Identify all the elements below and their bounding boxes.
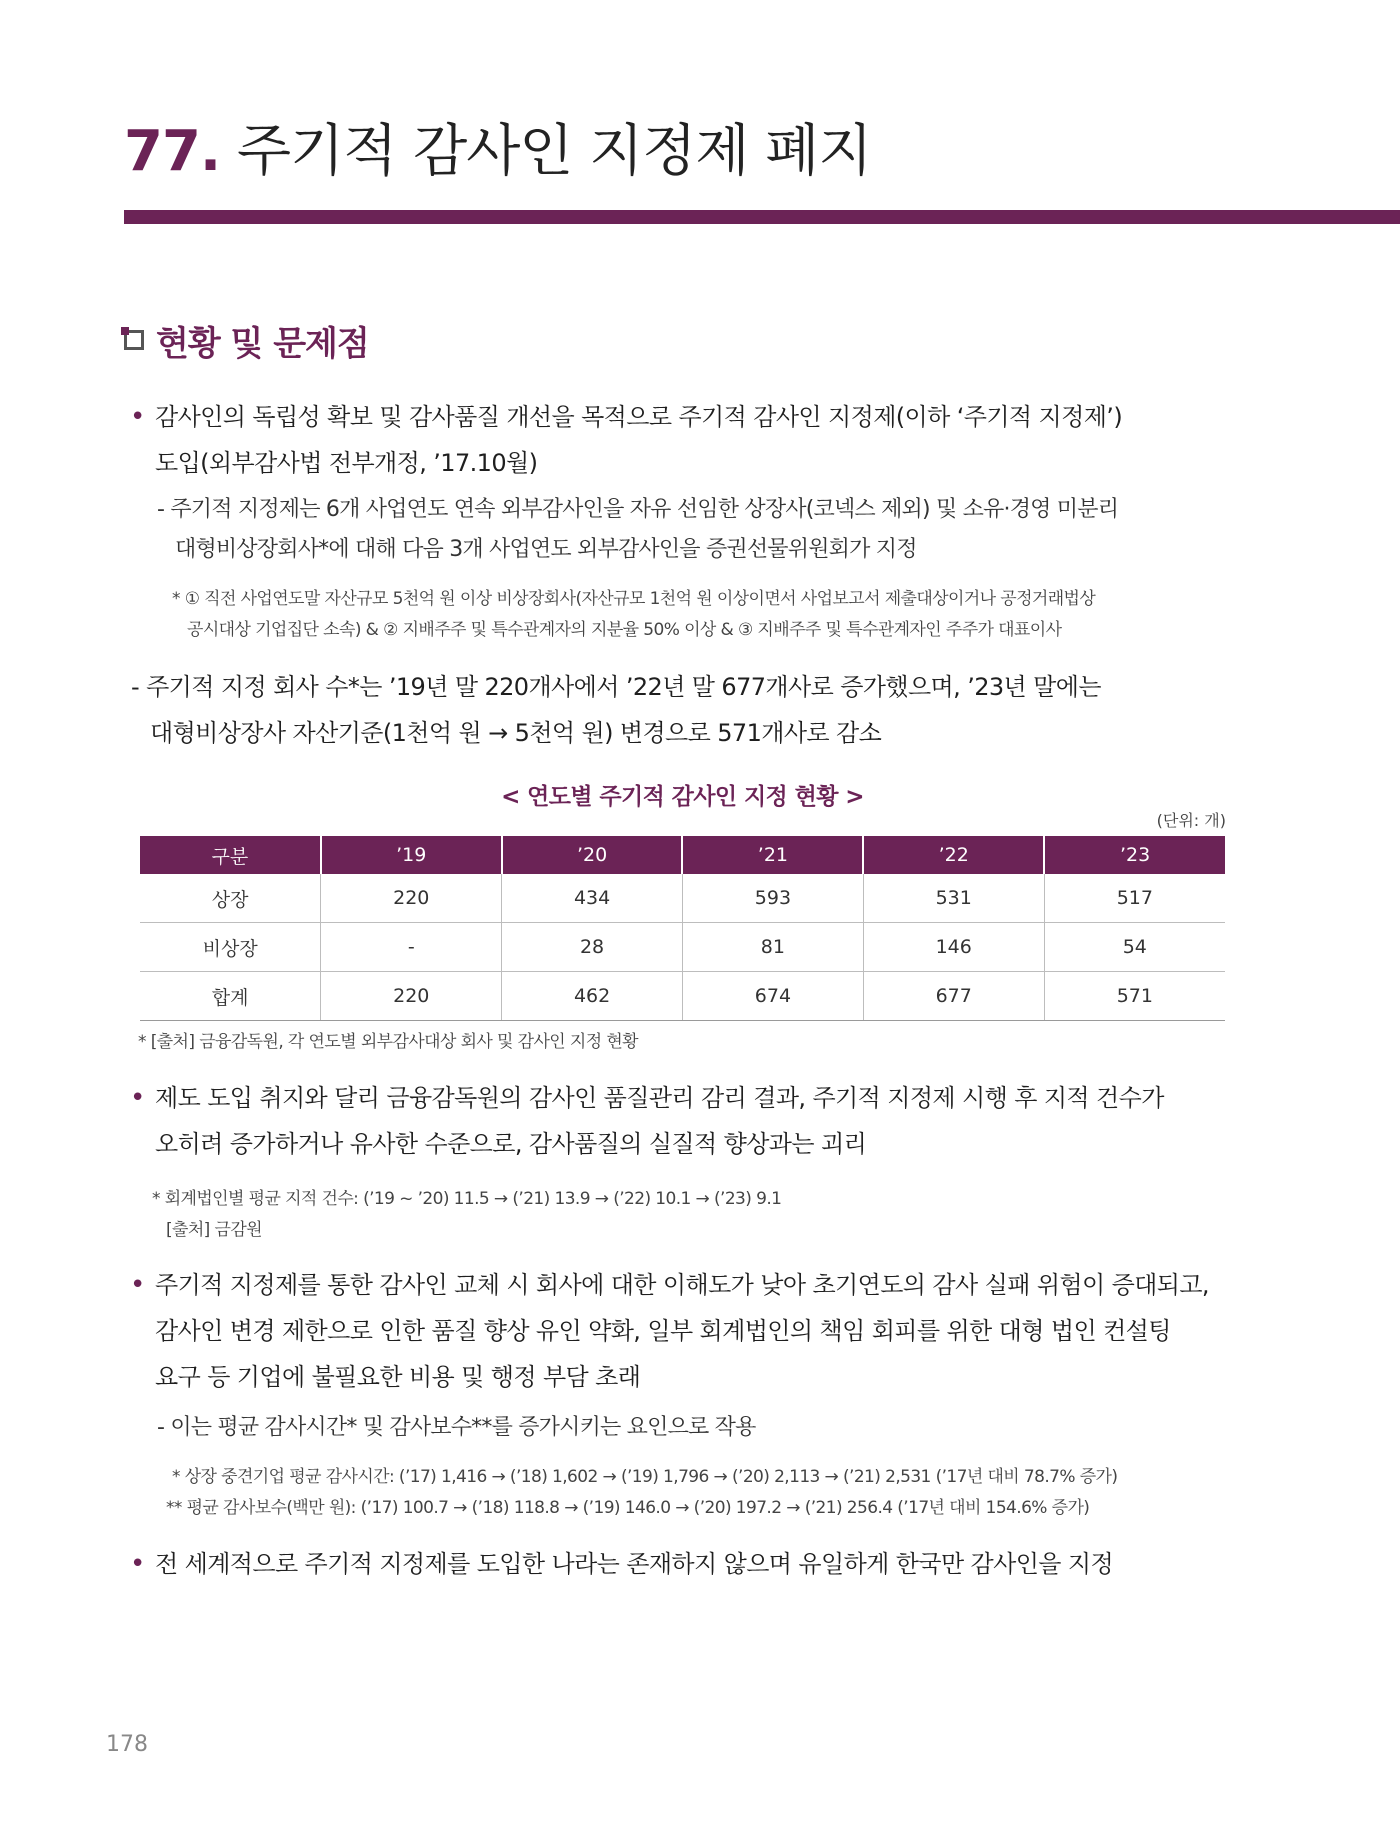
table-cell: 593 — [682, 874, 863, 923]
para4-note-line2: ** 평균 감사보수(백만 원): (’17) 100.7 → (’18) 118.8 → (’19) 146.0 → (’20) 197.2 → (’21) 256.4 (’17년 대비 154.6% 증가) — [166, 1498, 1090, 1518]
table-header-cell: ’20 — [502, 836, 683, 874]
table-cell: 28 — [502, 923, 683, 972]
para1-line1: • 감사인의 독립성 확보 및 감사품질 개선을 목적으로 주기적 감사인 지정제(이하 ‘주기적 지정제’) — [155, 394, 1122, 440]
table-cell: 54 — [1044, 923, 1225, 972]
table-header-row — [140, 836, 1225, 874]
para1-note-line1: * ① 직전 사업연도말 자산규모 5천억 원 이상 비상장회사(자산규모 1천억 원 이상이면서 사업보고서 제출대상이거나 공정거래법상 — [172, 589, 1096, 609]
table-cell: 146 — [863, 923, 1044, 972]
section-heading — [124, 316, 369, 364]
table-source: * [출처] 금융감독원, 각 연도별 외부감사대상 회사 및 감사인 지정 현황 — [138, 1032, 639, 1052]
table-cell: 571 — [1044, 972, 1225, 1021]
para4-line1: • 주기적 지정제를 통한 감사인 교체 시 회사에 대한 이해도가 낮아 초기연도의 감사 실패 위험이 증대되고, — [155, 1262, 1209, 1308]
para3-note-line1: * 회계법인별 평균 지적 건수: (’19 ~ ’20) 11.5 → (’21) 13.9 → (’22) 10.1 → (’23) 9.1 — [152, 1189, 782, 1209]
table-header-cell: ’22 — [863, 836, 1044, 874]
para2-line2: 대형비상장사 자산기준(1천억 원 → 5천억 원) 변경으로 571개사로 감소 — [150, 719, 882, 747]
para4-note-line1: * 상장 중견기업 평균 감사시간: (’17) 1,416 → (’18) 1,602 → (’19) 1,796 → (’20) 2,113 → (’21) 2,531 (’17년 대비 78.7% 증가) — [172, 1467, 1118, 1487]
page-number: 178 — [106, 1732, 148, 1757]
table-row-label: 합계 — [140, 972, 321, 1021]
table-header-cell: 구분 — [140, 836, 321, 874]
para3-note-line2: [출처] 금감원 — [166, 1220, 262, 1240]
table-row — [140, 923, 1225, 972]
para1-note-line2: 공시대상 기업집단 소속) & ② 지배주주 및 특수관계자의 지분율 50% 이상 & ③ 지배주주 및 특수관계자인 주주가 대표이사 — [187, 620, 1062, 640]
table-row-label: 상장 — [140, 874, 321, 923]
para1-line2: 도입(외부감사법 전부개정, ’17.10월) — [155, 449, 538, 477]
title-underline — [124, 210, 1400, 224]
para4-line3: 요구 등 기업에 불필요한 비용 및 행정 부담 초래 — [155, 1363, 641, 1391]
table-cell: 81 — [682, 923, 863, 972]
page-title — [124, 118, 871, 186]
square-bullet-icon — [124, 330, 144, 350]
table-row — [140, 972, 1225, 1021]
table-unit: (단위: 개) — [1156, 811, 1226, 830]
chapter-number: 77. — [124, 119, 221, 184]
table-cell: 517 — [1044, 874, 1225, 923]
table-cell: 674 — [682, 972, 863, 1021]
table-cell: 220 — [321, 972, 502, 1021]
para3-line1: • 제도 도입 취지와 달리 금융감독원의 감사인 품질관리 감리 결과, 주기적 지정제 시행 후 지적 건수가 — [155, 1075, 1164, 1121]
para1-sub-line1: - 주기적 지정제는 6개 사업연도 연속 외부감사인을 자유 선임한 상장사(코넥스 제외) 및 소유·경영 미분리 — [157, 497, 1119, 522]
table-cell: - — [321, 923, 502, 972]
para4-line2: 감사인 변경 제한으로 인한 품질 향상 유인 약화, 일부 회계법인의 책임 회피를 위한 대형 법인 컨설팅 — [155, 1317, 1171, 1345]
chapter-title: 주기적 감사인 지정제 폐지 — [237, 119, 872, 184]
para1-sub-line2: 대형비상장회사*에 대해 다음 3개 사업연도 외부감사인을 증권선물위원회가 지정 — [175, 537, 917, 562]
table-cell: 434 — [502, 874, 683, 923]
section-title: 현황 및 문제점 — [156, 323, 369, 364]
table-cell: 531 — [863, 874, 1044, 923]
table-row — [140, 874, 1225, 923]
para3-line2: 오히려 증가하거나 유사한 수준으로, 감사품질의 실질적 향상과는 괴리 — [155, 1130, 867, 1158]
para5-line1: • 전 세계적으로 주기적 지정제를 도입한 나라는 존재하지 않으며 유일하게 한국만 감사인을 지정 — [155, 1541, 1113, 1587]
table-cell: 462 — [502, 972, 683, 1021]
para2-line1: - 주기적 지정 회사 수*는 ’19년 말 220개사에서 ’22년 말 677개사로 증가했으며, ’23년 말에는 — [131, 673, 1101, 701]
table-row-label: 비상장 — [140, 923, 321, 972]
table-cell: 220 — [321, 874, 502, 923]
table-cell: 677 — [863, 972, 1044, 1021]
para4-sub-line1: - 이는 평균 감사시간* 및 감사보수**를 증가시키는 요인으로 작용 — [157, 1415, 756, 1440]
table-header-cell: ’23 — [1044, 836, 1225, 874]
table-caption: < 연도별 주기적 감사인 지정 현황 > — [501, 784, 864, 810]
table-header-cell: ’19 — [321, 836, 502, 874]
designation-table — [140, 836, 1225, 1021]
table-header-cell: ’21 — [682, 836, 863, 874]
